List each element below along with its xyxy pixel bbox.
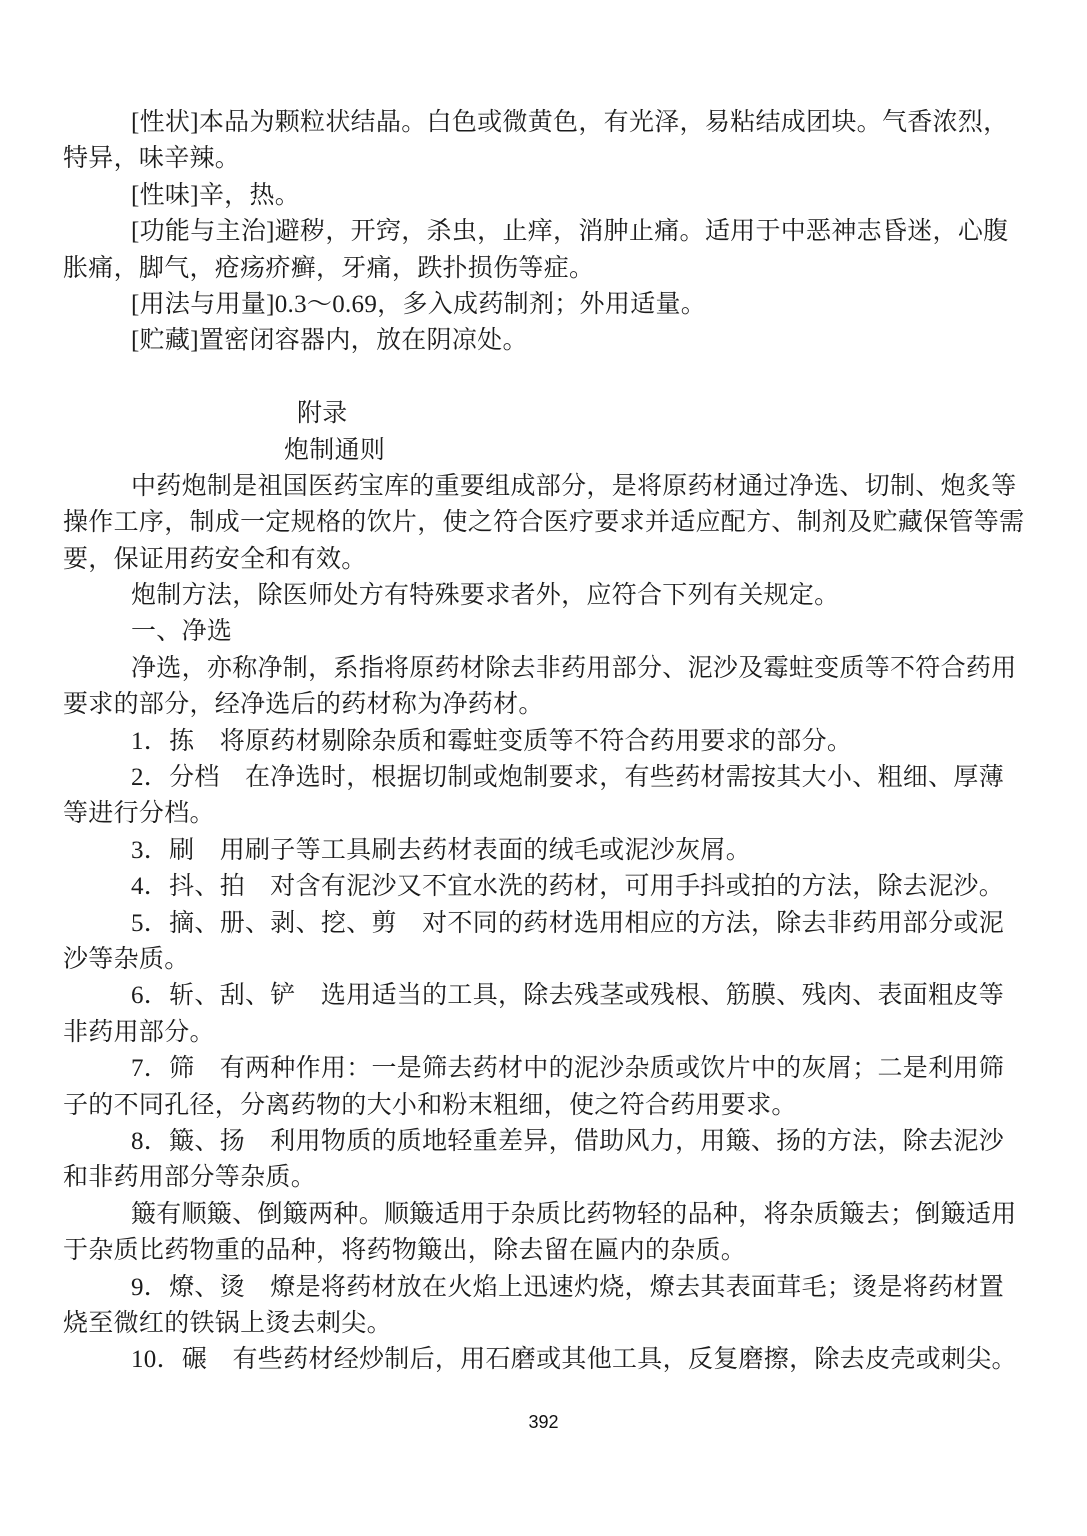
text-line-jingxuan-def: 净选，亦称净制，系指将原药材除去非药用部分、泥沙及霉蛀变质等不符合药用	[131, 654, 1017, 682]
text-line-function: [功能与主治]避秽，开窍，杀虫，止痒，消肿止痛。适用于中恶神志昏迷，心腹	[131, 218, 1009, 246]
appendix-heading: 附录	[297, 400, 348, 428]
text-line-subsection-title: 一、净选	[131, 618, 233, 646]
text-line-description: [性状]本品为颗粒状结晶。白色或微黄色，有光泽，易粘结成团块。气香浓烈，	[131, 109, 1009, 136]
text-line-intro: 中药炮制是祖国医药宝库的重要组成部分，是将原药材通过净选、切制、炮炙等	[131, 472, 1017, 500]
text-line-bo-note: 簸有顺簸、倒簸两种。顺簸适用于杂质比药物轻的品种，将杂质簸去；倒簸适用	[131, 1200, 1017, 1228]
text-content	[63, 105, 1029, 1379]
page-number: 392	[528, 1412, 559, 1432]
general-rules-heading: 炮制通则	[284, 436, 386, 464]
text-line-item-2: 2．分档 在净选时，根据切制或炮制要求，有些药材需按其大小、粗细、厚薄	[131, 764, 1005, 792]
text-line-item-7-cont: 子的不同孔径，分离药物的大小和粉末粗细，使之符合药用要求。	[63, 1091, 797, 1119]
text-line-item-9-cont: 烧至微红的铁锅上烫去刺尖。	[63, 1309, 392, 1337]
text-line-methods: 炮制方法，除医师处方有特殊要求者外，应符合下列有关规定。	[131, 582, 840, 610]
text-line-function-cont: 胀痛，脚气，疮疡疥癣，牙痛，跌扑损伤等症。	[63, 254, 595, 282]
text-line-item-9: 9．燎、烫 燎是将药材放在火焰上迅速灼烧，燎去其表面茸毛；烫是将药材置	[131, 1273, 1005, 1301]
text-line-item-8-cont: 和非药用部分等杂质。	[63, 1164, 317, 1192]
text-line-item-6-cont: 非药用部分。	[63, 1018, 215, 1046]
text-line-intro-cont1: 操作工序，制成一定规格的饮片，使之符合医疗要求并适应配方、制剂及贮藏保管等需	[63, 509, 1025, 537]
text-line-item-3: 3．刷 用刷子等工具刷去药材表面的绒毛或泥沙灰屑。	[131, 836, 752, 864]
text-line-item-5-cont: 沙等杂质。	[63, 945, 190, 973]
text-line-item-1: 1．拣 将原药材剔除杂质和霉蛀变质等不符合药用要求的部分。	[131, 727, 853, 755]
text-line-item-6: 6．斩、刮、铲 选用适当的工具，除去残茎或残根、筋膜、残肉、表面粗皮等	[131, 982, 1005, 1010]
section-gap	[63, 360, 1029, 396]
text-line-jingxuan-def-cont: 要求的部分，经净选后的药材称为净药材。	[63, 691, 544, 719]
text-line-property: [性味]辛，热。	[131, 181, 301, 209]
text-line-description-cont: 特异，味辛辣。	[63, 145, 241, 173]
text-line-item-8: 8．簸、扬 利用物质的质地轻重差异，借助风力，用簸、扬的方法，除去泥沙	[131, 1127, 1005, 1155]
text-line-item-2-cont: 等进行分档。	[63, 800, 215, 828]
text-line-bo-note-cont: 于杂质比药物重的品种，将药物簸出，除去留在匾内的杂质。	[63, 1237, 747, 1265]
text-line-item-7: 7．筛 有两种作用：一是筛去药材中的泥沙杂质或饮片中的灰屑；二是利用筛	[131, 1055, 1005, 1083]
text-line-storage: [贮藏]置密闭容器内，放在阴凉处。	[131, 327, 528, 355]
text-line-item-5: 5．摘、册、剥、挖、剪 对不同的药材选用相应的方法，除去非药用部分或泥	[131, 909, 1005, 937]
text-line-intro-cont2: 要，保证用药安全和有效。	[63, 545, 367, 573]
text-line-item-10: 10．碾 有些药材经炒制后，用石磨或其他工具，反复磨擦，除去皮壳或刺尖。	[131, 1346, 1017, 1374]
text-line-item-4: 4．抖、拍 对含有泥沙又不宜水洗的药材，可用手抖或拍的方法，除去泥沙。	[131, 873, 1005, 901]
text-line-dosage: [用法与用量]0.3～0.69，多入成药制剂；外用适量。	[131, 290, 707, 318]
